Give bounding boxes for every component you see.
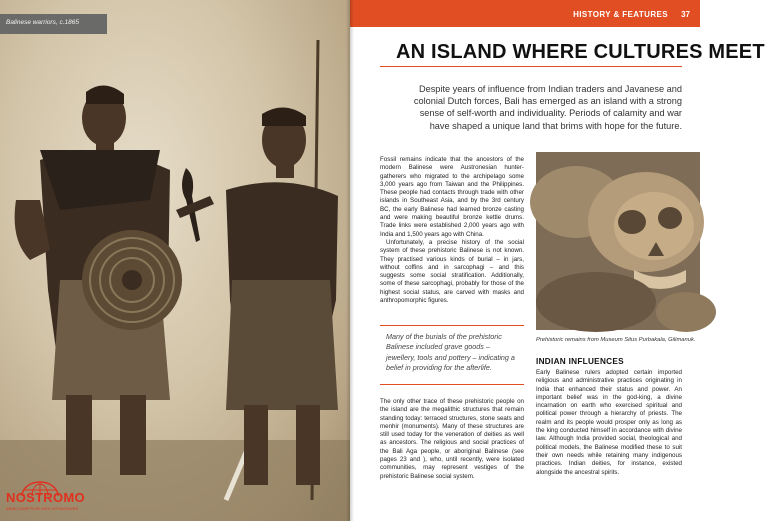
logo-brand-text: NOSTROMO	[6, 490, 85, 505]
book-spine-shadow	[346, 0, 354, 521]
page-number: 37	[681, 10, 690, 19]
section-header-bar	[350, 0, 700, 27]
photo-caption-left: Balinese warriors, c.1865	[6, 19, 79, 26]
skull-remains-image	[536, 152, 700, 330]
body-paragraph: Early Balinese rulers adopted certain imported religious and administrative practices originating in India that enhanced their status and power. An important belief was in the god-king, a divine incarnation on earth who exercised spiritual and political power through a hierarchy of priests. The realm and its people would prosper only as long as the king conducted himself in accordance with divine law. Although India provided social, theological and political models, the Balinese modified these to suit their own needs while retaining many indigenous practices. Indian deities, for instance, existed alongside the ancestral spirits.	[536, 369, 682, 476]
pull-quote	[380, 325, 524, 385]
photo-caption-right: Prehistoric remains from Museum Situs Purbakala, Gilimanuk.	[536, 337, 696, 343]
subheading-indian-influences: INDIAN INFLUENCES	[536, 357, 624, 366]
logo-tagline: WEB COMPTOIR DES VOYAGEURS	[6, 506, 79, 511]
pull-quote-text: Many of the burials of the prehistoric Balinese included grave goods – jewellery, tools and pottery – indicating a belief in providing for the afterlife.	[386, 332, 515, 373]
left-page-photo	[0, 0, 350, 521]
body-column-left-bottom	[380, 398, 524, 481]
photo-caption-box	[0, 14, 107, 34]
warriors-photograph	[0, 0, 350, 521]
intro-paragraph: Despite years of influence from Indian traders and Javanese and colonial Dutch forces, Bali has emerged as an island with a strong sense of self-worth and individuality. Periods of calamity and war have shaped a unique land that brims with hope for the future.	[413, 84, 682, 131]
body-paragraph: Unfortunately, a precise history of the social system of these prehistoric Balinese is not known. They practised various kinds of burial – in jars, without coffins and in sarcophagi – and this suggests some social stratification. Additionally, some of these sarcophagi, probably for those of the highest social status, are carved with masks and anthropomorphic figures.	[380, 238, 524, 305]
right-page	[350, 0, 765, 521]
body-paragraph: Fossil remains indicate that the ancestors of the modern Balinese were Austronesian hunter-gatherers who migrated to the archipelago some 3,000 years ago from Taiwan and the Philippines. These people had contacts through trade with other islands in Southeast Asia, and by the 3rd century BC, the early Balinese had learned bronze casting and were making beautiful bronze kettle drums. Trade links were established 2,000 years ago with India and 1,500 years ago with China.	[380, 156, 524, 238]
body-column-left-top	[380, 156, 524, 305]
body-paragraph: The only other trace of these prehistoric people on the island are the megalithic structures that remain standing today: terraced structures, stone seats and menhir (monuments). Many of these structures are still used today for the veneration of deities as well as ancestors. The religious and social practices of the Bali Aga people, or aboriginal Balinese (see pages 23 and ), who, until recently, were isolated communities, may represent vestiges of the prehistoric Balinese social system.	[380, 398, 524, 480]
section-label: HISTORY & FEATURES	[573, 10, 668, 19]
body-column-right	[536, 369, 682, 477]
page-title: AN ISLAND WHERE CULTURES MEET	[396, 41, 765, 63]
nostromo-logo	[2, 482, 85, 518]
prehistoric-remains-photo	[536, 152, 700, 330]
title-divider	[380, 66, 682, 67]
